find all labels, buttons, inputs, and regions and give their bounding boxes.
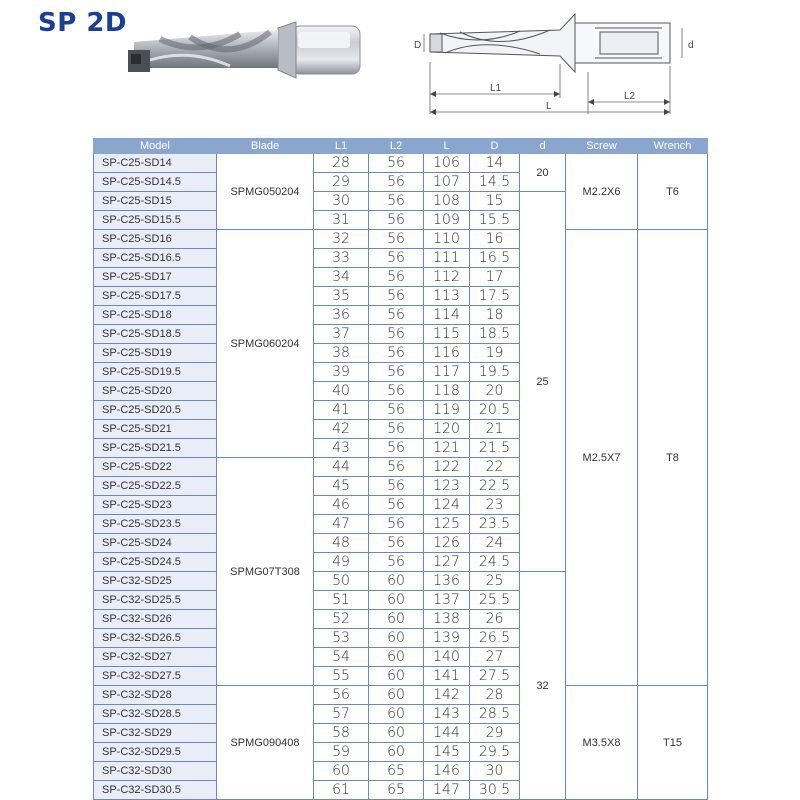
l1-cell: 38 [314,344,369,363]
l-cell: 141 [424,667,470,686]
header-wrench: Wrench [638,139,708,154]
l-cell: 111 [424,249,470,268]
model-cell: SP-C25-SD18 [94,306,217,325]
model-cell: SP-C25-SD20 [94,382,217,401]
l1-cell: 28 [314,154,369,173]
header-blade: Blade [217,139,314,154]
model-cell: SP-C25-SD16.5 [94,249,217,268]
l2-cell: 60 [369,686,424,705]
model-cell: SP-C25-SD23 [94,496,217,515]
l2-cell: 65 [369,762,424,781]
l2-cell: 56 [369,553,424,572]
d-cell: 22 [470,458,520,477]
d-cell: 24 [470,534,520,553]
l2-cell: 56 [369,211,424,230]
d-cell: 21.5 [470,439,520,458]
l-cell: 125 [424,515,470,534]
table-row [94,686,708,705]
l-cell: 117 [424,363,470,382]
l1-cell: 49 [314,553,369,572]
l1-cell: 43 [314,439,369,458]
l-cell: 142 [424,686,470,705]
l2-cell: 56 [369,363,424,382]
l2-cell: 60 [369,591,424,610]
model-cell: SP-C32-SD28 [94,686,217,705]
header-d-upper: D [470,139,520,154]
l1-cell: 41 [314,401,369,420]
model-cell: SP-C25-SD14 [94,154,217,173]
d-cell: 16 [470,230,520,249]
l-cell: 136 [424,572,470,591]
model-cell: SP-C25-SD24.5 [94,553,217,572]
l-cell: 120 [424,420,470,439]
d-cell: 24.5 [470,553,520,572]
d-cell: 30.5 [470,781,520,800]
l-cell: 127 [424,553,470,572]
l1-cell: 58 [314,724,369,743]
l2-cell: 56 [369,496,424,515]
screw-cell: M2.5X7 [566,230,638,686]
d-cell: 20 [470,382,520,401]
l1-cell: 40 [314,382,369,401]
model-cell: SP-C32-SD30 [94,762,217,781]
l1-cell: 48 [314,534,369,553]
model-cell: SP-C32-SD25 [94,572,217,591]
l-cell: 116 [424,344,470,363]
shank-d-cell: 25 [520,192,566,572]
d-cell: 30 [470,762,520,781]
d-cell: 15 [470,192,520,211]
l2-cell: 56 [369,534,424,553]
l-cell: 124 [424,496,470,515]
l2-cell: 56 [369,230,424,249]
l1-cell: 52 [314,610,369,629]
l1-cell: 60 [314,762,369,781]
l2-cell: 56 [369,439,424,458]
l2-cell: 56 [369,192,424,211]
l1-cell: 32 [314,230,369,249]
d-cell: 17 [470,268,520,287]
d-cell: 19.5 [470,363,520,382]
l-cell: 122 [424,458,470,477]
l-cell: 106 [424,154,470,173]
l2-cell: 56 [369,325,424,344]
l1-cell: 36 [314,306,369,325]
model-cell: SP-C25-SD16 [94,230,217,249]
l-cell: 113 [424,287,470,306]
l1-cell: 37 [314,325,369,344]
l2-cell: 60 [369,705,424,724]
d-cell: 20.5 [470,401,520,420]
model-cell: SP-C25-SD15 [94,192,217,211]
l1-cell: 59 [314,743,369,762]
l-cell: 112 [424,268,470,287]
l-cell: 118 [424,382,470,401]
l1-cell: 39 [314,363,369,382]
l1-cell: 45 [314,477,369,496]
l-cell: 145 [424,743,470,762]
l-cell: 137 [424,591,470,610]
wrench-cell: T6 [638,154,708,230]
l1-cell: 56 [314,686,369,705]
d-cell: 25 [470,572,520,591]
l1-cell: 47 [314,515,369,534]
d-cell: 19 [470,344,520,363]
d-cell: 23.5 [470,515,520,534]
drill-product-photo [120,8,370,80]
l-cell: 123 [424,477,470,496]
l2-cell: 56 [369,382,424,401]
d-cell: 26 [470,610,520,629]
model-cell: SP-C25-SD14.5 [94,173,217,192]
model-cell: SP-C32-SD29 [94,724,217,743]
model-cell: SP-C32-SD27 [94,648,217,667]
blade-cell: SPMG090408 [217,686,314,800]
technical-drawing [400,6,700,126]
l-cell: 108 [424,192,470,211]
model-cell: SP-C25-SD18.5 [94,325,217,344]
d-cell: 22.5 [470,477,520,496]
d-cell: 29 [470,724,520,743]
header-l: L [424,139,470,154]
model-cell: SP-C25-SD19.5 [94,363,217,382]
label-L: L [546,101,552,112]
screw-cell: M3.5X8 [566,686,638,800]
model-cell: SP-C25-SD23.5 [94,515,217,534]
l1-cell: 34 [314,268,369,287]
d-cell: 17.5 [470,287,520,306]
l1-cell: 54 [314,648,369,667]
l-cell: 140 [424,648,470,667]
d-cell: 14.5 [470,173,520,192]
l2-cell: 56 [369,268,424,287]
d-cell: 28.5 [470,705,520,724]
l2-cell: 60 [369,572,424,591]
d-cell: 28 [470,686,520,705]
l-cell: 139 [424,629,470,648]
model-cell: SP-C32-SD27.5 [94,667,217,686]
table-row [94,154,708,173]
label-D: D [414,40,422,51]
header-l1: L1 [314,139,369,154]
l1-cell: 55 [314,667,369,686]
l1-cell: 30 [314,192,369,211]
shank-d-cell: 32 [520,572,566,800]
d-cell: 18.5 [470,325,520,344]
l-cell: 126 [424,534,470,553]
model-cell: SP-C25-SD17 [94,268,217,287]
model-cell: SP-C25-SD24 [94,534,217,553]
d-cell: 27 [470,648,520,667]
shank-d-cell: 20 [520,154,566,192]
label-L2: L2 [624,91,636,102]
l-cell: 110 [424,230,470,249]
blade-cell: SPMG07T308 [217,458,314,686]
l2-cell: 56 [369,249,424,268]
l-cell: 146 [424,762,470,781]
d-cell: 18 [470,306,520,325]
l2-cell: 56 [369,458,424,477]
model-cell: SP-C32-SD29.5 [94,743,217,762]
l2-cell: 56 [369,515,424,534]
model-cell: SP-C32-SD26.5 [94,629,217,648]
table-header-row [94,139,708,154]
d-cell: 25.5 [470,591,520,610]
l-cell: 147 [424,781,470,800]
l-cell: 107 [424,173,470,192]
l-cell: 114 [424,306,470,325]
page-title: SP 2D [38,8,128,38]
model-cell: SP-C25-SD21.5 [94,439,217,458]
l1-cell: 31 [314,211,369,230]
label-L1: L1 [490,83,502,94]
l2-cell: 60 [369,667,424,686]
l2-cell: 56 [369,154,424,173]
d-cell: 21 [470,420,520,439]
l1-cell: 42 [314,420,369,439]
l1-cell: 44 [314,458,369,477]
model-cell: SP-C32-SD25.5 [94,591,217,610]
l2-cell: 56 [369,287,424,306]
model-cell: SP-C32-SD28.5 [94,705,217,724]
model-cell: SP-C25-SD20.5 [94,401,217,420]
l2-cell: 60 [369,629,424,648]
l-cell: 143 [424,705,470,724]
l2-cell: 60 [369,743,424,762]
model-cell: SP-C25-SD21 [94,420,217,439]
l-cell: 109 [424,211,470,230]
spec-table-body [94,154,708,800]
l1-cell: 50 [314,572,369,591]
l2-cell: 56 [369,420,424,439]
l1-cell: 29 [314,173,369,192]
wrench-cell: T15 [638,686,708,800]
l2-cell: 56 [369,344,424,363]
model-cell: SP-C25-SD22.5 [94,477,217,496]
l2-cell: 56 [369,401,424,420]
header-model: Model [94,139,217,154]
l2-cell: 56 [369,477,424,496]
d-cell: 26.5 [470,629,520,648]
l1-cell: 46 [314,496,369,515]
screw-cell: M2.2X6 [566,154,638,230]
header-l2: L2 [369,139,424,154]
blade-cell: SPMG060204 [217,230,314,458]
model-cell: SP-C25-SD22 [94,458,217,477]
d-cell: 16.5 [470,249,520,268]
l2-cell: 56 [369,306,424,325]
d-cell: 15.5 [470,211,520,230]
model-cell: SP-C25-SD17.5 [94,287,217,306]
wrench-cell: T8 [638,230,708,686]
l-cell: 119 [424,401,470,420]
l-cell: 115 [424,325,470,344]
l1-cell: 57 [314,705,369,724]
l-cell: 138 [424,610,470,629]
label-d: d [688,40,694,51]
spec-table [93,138,708,800]
blade-cell: SPMG050204 [217,154,314,230]
d-cell: 14 [470,154,520,173]
l2-cell: 60 [369,610,424,629]
l2-cell: 65 [369,781,424,800]
l2-cell: 56 [369,173,424,192]
header-d-lower: d [520,139,566,154]
model-cell: SP-C25-SD15.5 [94,211,217,230]
model-cell: SP-C25-SD19 [94,344,217,363]
model-cell: SP-C32-SD30.5 [94,781,217,800]
l1-cell: 35 [314,287,369,306]
l-cell: 144 [424,724,470,743]
d-cell: 23 [470,496,520,515]
model-cell: SP-C32-SD26 [94,610,217,629]
table-row [94,230,708,249]
header-screw: Screw [566,139,638,154]
l2-cell: 60 [369,724,424,743]
l1-cell: 61 [314,781,369,800]
l2-cell: 60 [369,648,424,667]
l1-cell: 51 [314,591,369,610]
d-cell: 29.5 [470,743,520,762]
d-cell: 27.5 [470,667,520,686]
l1-cell: 33 [314,249,369,268]
l1-cell: 53 [314,629,369,648]
l-cell: 121 [424,439,470,458]
